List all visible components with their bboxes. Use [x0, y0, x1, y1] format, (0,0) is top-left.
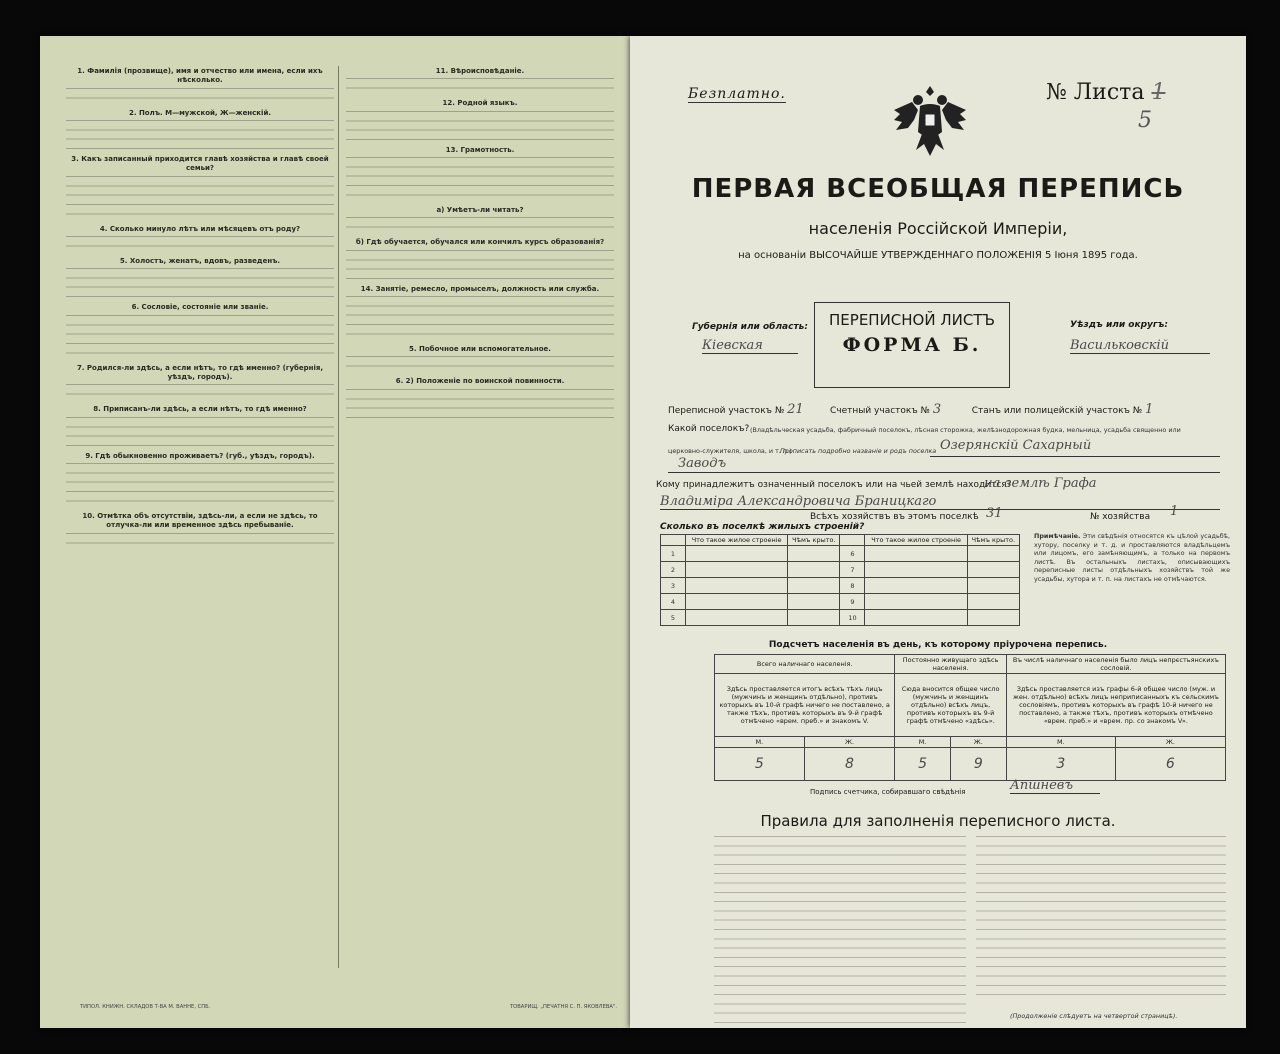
instruction-text-block: [346, 389, 614, 421]
total-col-3: Въ числѣ наличнаго населенія было лицъ непрєстьянскихъ сословій.: [1006, 655, 1225, 674]
rules-title: Правила для заполненія переписного листа.: [760, 812, 1116, 830]
instructions-column-2: [346, 64, 614, 988]
instruction-heading: 5. Холостъ, женатъ, вдовъ, разведенъ.: [119, 257, 281, 266]
totals-title: Подсчетъ населенія въ день, къ которому пріурочена перепись.: [768, 640, 1108, 650]
table-row: [661, 562, 1020, 578]
column-divider: [338, 66, 339, 968]
census-form-page: [630, 36, 1246, 1028]
female-header: Ж.: [804, 737, 895, 748]
row-number: 5: [661, 610, 686, 626]
owner-value-2: Владиміра Александровича Браницкаго: [660, 494, 1220, 510]
form-box: [814, 302, 1010, 388]
province-value: Кіевская: [702, 338, 798, 354]
total-present-female: 8: [804, 748, 895, 781]
rules-column-1: [714, 836, 966, 1026]
note-title: Примѣчаніе.: [1034, 532, 1081, 540]
instruction-text-block: [66, 176, 334, 222]
instruction-text-block: [346, 157, 614, 203]
settlement-note-3: Прописать подробно названіе и родъ поселка: [780, 447, 937, 455]
double-headed-eagle-emblem: [892, 80, 968, 164]
total-nonpeasant-female: 6: [1115, 748, 1225, 781]
total-nonpeasant-male: 3: [1006, 748, 1115, 781]
count-label: Счетный участокъ №: [829, 406, 930, 416]
total-desc-1: Здѣсь проставляется итогъ всѣхъ тѣхъ лицъ (мужчинъ и женщинъ отдѣльно), противъ которыхъ въ 10-й графѣ ничего не поставлено, а также тѣхъ, противъ которыхъ въ 9-й графѣ отмѣчено «врем. преб.» и знакомъ V.: [715, 674, 895, 737]
instruction-heading: 10. Отмѣтка объ отсутствіи, здѣсь-ли, а если не здѣсь, то отлучка-ли или временное здѣсь пребываніе.: [82, 512, 318, 530]
instruction-heading: 8. Приписанъ-ли здѣсь, а если нѣтъ, то гдѣ именно?: [93, 405, 307, 414]
instruction-text-block: [346, 111, 614, 143]
legal-basis: на основаніи ВЫСОЧАЙШЕ УТВЕРЖДЕННАГО ПОЛОЖЕНІЯ 5 Іюня 1895 года.: [738, 250, 1138, 261]
instruction-text-block: [66, 88, 334, 106]
household-no-value: 1: [1170, 504, 1179, 519]
instruction-heading: 3. Какъ записанный приходится главѣ хозяйства и главѣ своей семьи?: [71, 155, 329, 173]
row-number: 2: [661, 562, 686, 578]
buildings-col-a-right: Что такое жилое строеніе: [865, 535, 967, 546]
instruction-text-block: [66, 236, 334, 254]
form-name: ПЕРЕПИСНОЙ ЛИСТЪ: [829, 311, 995, 329]
male-header: М.: [715, 737, 805, 748]
instruction-heading: 7. Родился-ли здѣсь, а если нѣтъ, то гдѣ именно? (губернія, уѣздъ, городъ).: [76, 363, 324, 382]
sheet-number: [1046, 80, 1165, 105]
buildings-note: [1034, 532, 1230, 584]
owner-label: Кому принадлежитъ означенный поселокъ или на чьей землѣ находится?: [656, 480, 1012, 490]
settlement-underline: [930, 456, 1220, 457]
instruction-text-block: [346, 356, 614, 374]
stan-value: 1: [1145, 402, 1154, 417]
instruction-heading: б) Гдѣ обучается, обучался или кончилъ курсъ образованія?: [355, 238, 605, 247]
female-header: Ж.: [950, 737, 1006, 748]
instruction-text-block: [66, 463, 334, 509]
households-label: Всѣхъ хозяйствъ въ этомъ поселкѣ: [810, 512, 979, 522]
instructions-column-1: [66, 64, 334, 988]
buildings-col-b-left: Чѣмъ крыто.: [788, 535, 840, 546]
instruction-text-block: [346, 217, 614, 235]
instruction-heading: 9. Гдѣ обыкновенно проживаетъ? (губ., уѣздъ, городъ).: [85, 451, 315, 460]
precinct-value: 21: [787, 402, 804, 417]
total-desc-3: Здѣсь проставляется изъ графы 6-й общее число (муж. и жен. отдѣльно) всѣхъ лицъ неприписанныхъ къ сельскимъ сословіямъ, противъ которыхъ въ графѣ 10-й ничего не поставлено, а также тѣхъ, противъ которыхъ отмѣчено «врем. преб.» и «врем. пр. со знакомъ V».: [1006, 674, 1225, 737]
instruction-heading: 12. Родной языкъ.: [442, 99, 518, 108]
instruction-heading: 6. 2) Положеніе по воинской повинности.: [395, 377, 565, 386]
precinct-row: [668, 402, 1208, 417]
male-header: М.: [895, 737, 950, 748]
table-row: [661, 594, 1020, 610]
row-number: 8: [840, 578, 865, 594]
settlement-value: Озерянскій Сахарный: [940, 438, 1092, 453]
count-value: 3: [932, 402, 942, 417]
instruction-text-block: [346, 78, 614, 96]
total-col-1: Всего наличнаго населенія.: [715, 655, 895, 674]
settlement-note-2: церковно-служителя, школа, и т. п.): [668, 447, 792, 455]
table-row: [661, 610, 1020, 626]
table-row: [661, 546, 1020, 562]
province-label: Губернія или область:: [692, 322, 808, 332]
totals-table: [714, 654, 1226, 781]
sheet-number-label: № Листа: [1046, 80, 1145, 105]
row-number: 1: [661, 546, 686, 562]
district-label: Уѣздъ или округъ:: [1070, 320, 1168, 330]
signature-value: Апшневъ: [1010, 778, 1100, 794]
total-col-2: Постоянно живущаго здѣсь населенія.: [895, 655, 1006, 674]
owner-value: на землѣ Графа: [984, 476, 1097, 491]
instruction-text-block: [346, 250, 614, 282]
precinct-label: Переписной участокъ №: [668, 406, 785, 416]
continuation-note: (Продолженіе слѣдуетъ на четвертой страницѣ).: [1010, 1012, 1178, 1020]
instruction-heading: 11. Вѣроисповѣданіе.: [435, 67, 525, 75]
female-header: Ж.: [1115, 737, 1225, 748]
table-row: [661, 578, 1020, 594]
instruction-heading: 4. Сколько минуло лѣтъ или мѣсяцевъ отъ роду?: [99, 224, 301, 233]
district-value: Васильковскій: [1070, 338, 1210, 354]
rules-column-2: [976, 836, 1226, 1002]
form-type: ФОРМА Б.: [842, 334, 982, 356]
note-text: Эти свѣдѣнія относятся къ цѣлой усадьбѣ, хутору, поселку и т. д. и проставляются владѣльцемъ или лицомъ, его замѣняющимъ, а только на первомъ листѣ. Въ остальныхъ листахъ, описывающихъ переписные листы отдѣльныхъ хозяйствъ той же усадьбы, хутора и т. п. на листахъ не отмѣчаются.: [1034, 532, 1230, 583]
instruction-text-block: [66, 120, 334, 152]
household-no-label: № хозяйства: [1090, 512, 1151, 522]
households-value: 31: [986, 506, 1003, 521]
instruction-text-block: [66, 533, 334, 551]
row-number: 9: [840, 594, 865, 610]
instruction-text-block: [66, 417, 334, 449]
total-resident-female: 9: [950, 748, 1006, 781]
instruction-heading: а) Умѣетъ-ли читать?: [436, 206, 524, 215]
instruction-text-block: [66, 384, 334, 402]
sheet-number-value: 1: [1151, 80, 1166, 105]
instruction-heading: 14. Занятіе, ремесло, промыселъ, должность или служба.: [360, 284, 600, 293]
free-label: Безплатно.: [688, 86, 786, 102]
instruction-heading: 6. Сословіе, состояніе или званіе.: [131, 303, 269, 312]
imprint-left: ТИПОЛ. КНИЖН. СКЛАДОВ Т-ВА М. ВАННЕ, СПБ.: [80, 1004, 211, 1010]
imprint-right: ТОВАРИЩ. „ПЕЧАТНЯ С. П. ЯКОВЛЕВА".: [510, 1004, 618, 1010]
settlement-note: (Владѣльческая усадьба, фабричный поселокъ, лѣсная сторожка, желѣзнодорожная будка, мельница, усадьба священно или: [750, 426, 1181, 434]
male-header: М.: [1006, 737, 1115, 748]
row-number: 3: [661, 578, 686, 594]
buildings-table: [660, 534, 1020, 626]
row-number: 7: [840, 562, 865, 578]
total-desc-2: Сюда вносится общее число (мужчинъ и женщинъ отдѣльно) всѣхъ лицъ, противъ которыхъ въ 9-й графѣ отмѣчено «здѣсь».: [895, 674, 1006, 737]
row-number: 4: [661, 594, 686, 610]
instruction-heading: 2. Полъ. М—мужской, Ж—женскій.: [128, 108, 272, 117]
instruction-text-block: [66, 268, 334, 300]
buildings-col-b-right: Чѣмъ крыто.: [967, 535, 1019, 546]
row-number: 6: [840, 546, 865, 562]
buildings-label: Сколько въ поселкѣ жилыхъ строеній?: [660, 522, 865, 532]
settlement-value-2: Заводъ: [678, 456, 727, 471]
form-title: ПЕРВАЯ ВСЕОБЩАЯ ПЕРЕПИСЬ: [691, 174, 1185, 204]
instruction-heading: 13. Грамотность.: [445, 145, 515, 154]
settlement-label: Какой поселокъ?: [668, 424, 750, 434]
stan-label: Станъ или полицейскій участокъ №: [971, 406, 1143, 416]
total-present-male: 5: [715, 748, 805, 781]
form-subtitle: населенія Россійской Имперіи,: [808, 219, 1068, 238]
instruction-heading: 5. Побочное или вспомогательное.: [409, 345, 551, 354]
corner-number: 5: [1138, 108, 1152, 133]
settlement-underline-2: [668, 472, 1220, 473]
instruction-heading: 1. Фамилія (прозвище), имя и отчество или имена, если ихъ нѣсколько.: [77, 67, 323, 85]
buildings-col-a-left: Что такое жилое строеніе: [686, 535, 788, 546]
instruction-text-block: [66, 315, 334, 361]
instruction-text-block: [346, 296, 614, 342]
total-resident-male: 5: [895, 748, 950, 781]
row-number: 10: [840, 610, 865, 626]
signature-label: Подпись счетчика, собиравшаго свѣдѣнія: [810, 788, 966, 796]
left-page-instructions: [40, 36, 630, 1028]
